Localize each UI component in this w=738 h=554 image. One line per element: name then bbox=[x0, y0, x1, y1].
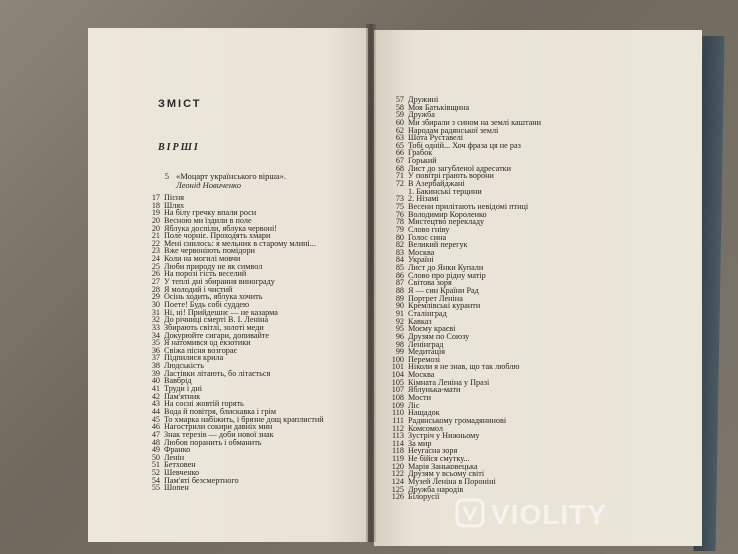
toc-page-number: 50 bbox=[151, 452, 160, 462]
toc-entry-title: Ми збирали з сином на землі каштани bbox=[408, 117, 542, 127]
toc-entry-title: Весени прилітають невідомі птиці bbox=[408, 201, 529, 211]
toc-entry-title: Портрет Леніна bbox=[408, 293, 463, 303]
toc-page-number: 112 bbox=[392, 423, 404, 433]
toc-page-number: 100 bbox=[391, 354, 404, 364]
toc-entry-title: Не бійся смутку... bbox=[408, 454, 470, 464]
toc-entry-title: Мости bbox=[408, 392, 431, 402]
toc-entry-title: Друзям у всьому світі bbox=[408, 469, 485, 479]
toc-entry-title: В Азербайджані bbox=[408, 179, 465, 189]
toc-page-number: 107 bbox=[391, 385, 404, 395]
toc-page-number: 18 bbox=[151, 200, 160, 210]
toc-page-number: 125 bbox=[391, 484, 404, 494]
toc-page-number: 23 bbox=[151, 246, 160, 256]
toc-entry-title: Слово гніву bbox=[408, 224, 450, 234]
toc-entry-title: Моя Батьківщина bbox=[408, 102, 470, 112]
toc-page-number: 66 bbox=[395, 148, 404, 158]
toc-page-number: 27 bbox=[151, 277, 160, 287]
intro-page-number: 5 bbox=[164, 171, 169, 181]
toc-page-number: 75 bbox=[395, 201, 404, 211]
toc-page-number: 55 bbox=[151, 483, 160, 493]
toc-entry-title: Шота Руставелі bbox=[408, 133, 464, 143]
toc-entry-title: Кавказ bbox=[408, 316, 432, 326]
toc-page-number: 51 bbox=[151, 460, 160, 470]
toc-page-number: 31 bbox=[151, 307, 160, 317]
toc-entry-title: Шопен bbox=[164, 483, 189, 493]
toc-entry-title: Тобі одній... Хоч фраза ця не раз bbox=[408, 140, 521, 150]
toc-page-number: 48 bbox=[151, 437, 160, 447]
toc-entry-title: Весною ми їздили в поле bbox=[164, 215, 252, 225]
toc-entry-title: Москва bbox=[408, 370, 435, 380]
toc-entry-title: Медитація bbox=[408, 347, 445, 357]
toc-page-number: 52 bbox=[151, 468, 160, 478]
toc-page-number: 84 bbox=[395, 255, 404, 265]
toc-page-number: 39 bbox=[151, 368, 160, 378]
toc-entry-title: Моєму краєві bbox=[408, 324, 456, 334]
right-toc-list bbox=[390, 96, 630, 501]
toc-page-number: 88 bbox=[395, 286, 404, 296]
toc-entry-title: Любов поранить і обманить bbox=[164, 437, 262, 447]
section-title: ВІРШІ bbox=[158, 142, 200, 153]
toc-page-number: 44 bbox=[151, 406, 160, 416]
toc-entry-title: Ленін bbox=[164, 452, 185, 462]
toc-page-number: 40 bbox=[151, 376, 160, 386]
toc-page-number: 109 bbox=[391, 400, 404, 410]
toc-page-number: 33 bbox=[151, 322, 160, 332]
watermark bbox=[455, 498, 607, 535]
toc-page-number: 80 bbox=[395, 232, 404, 242]
toc-entry-title: Білорусії bbox=[408, 492, 440, 502]
toc-entry-title: Володимир Короленко bbox=[408, 209, 487, 219]
toc-page-number: 35 bbox=[151, 338, 160, 348]
toc-page-number: 78 bbox=[395, 217, 404, 227]
toc-entry-title: Шлях bbox=[164, 200, 185, 210]
toc-entry-title: Дружба народів bbox=[408, 484, 464, 494]
toc-entry-title: Шевченко bbox=[164, 468, 200, 478]
toc-page-number: 57 bbox=[395, 95, 404, 104]
toc-entry-title: Мені снилось: я мельник в старому млині... bbox=[164, 238, 316, 248]
toc-page-number: 63 bbox=[395, 133, 404, 143]
toc-entry-title: Музей Леніна в Пороніні bbox=[408, 477, 496, 487]
toc-entry-title: Друзям по Союзу bbox=[408, 331, 470, 341]
toc-page-number: 96 bbox=[395, 331, 404, 341]
toc-entry-title: Вода й повітря, блискавка і грім bbox=[164, 406, 277, 416]
toc-entry-title: На порозі гість веселий bbox=[164, 269, 247, 279]
toc-entry-title: Лист до загубленої адресатки bbox=[408, 163, 512, 173]
toc-entry-title: Яблука доспіли, яблука червоні! bbox=[164, 223, 278, 233]
toc-page-number: 32 bbox=[151, 315, 160, 325]
toc-page-number: 101 bbox=[391, 362, 404, 372]
toc-entry-title: Бетховен bbox=[164, 460, 196, 470]
toc-page-number: 42 bbox=[151, 391, 160, 401]
toc-entry-title: Світова зоря bbox=[408, 278, 452, 288]
toc-entry-title: Пам'ятник bbox=[164, 391, 201, 401]
toc-entry-title: То хмарка набіжить, і брязне дощ краплистий bbox=[164, 414, 324, 424]
right-page bbox=[374, 30, 702, 546]
toc-entry-title: Ліс bbox=[408, 400, 420, 410]
toc-entry-title: Зустріч у Нижньому bbox=[408, 431, 480, 441]
toc-entry-title: Москва bbox=[408, 247, 435, 257]
toc-entry-title: Комсомол bbox=[408, 423, 443, 433]
toc-entry-title: Перемозі bbox=[408, 354, 441, 364]
toc-entry-title: Лист до Янки Купали bbox=[408, 263, 484, 273]
toc-entry-title: Люби природу не як символ bbox=[164, 261, 263, 271]
toc-page-number: 83 bbox=[395, 247, 404, 257]
toc-entry-title: Підпилися крила bbox=[164, 353, 224, 363]
toc-page-number: 79 bbox=[395, 224, 404, 234]
toc-page-number: 72 bbox=[395, 179, 404, 189]
toc-entry-title: За мир bbox=[408, 438, 432, 448]
toc-entry-title: У теплі дні збирання винограду bbox=[164, 277, 275, 287]
toc-page-number: 41 bbox=[151, 384, 160, 394]
toc-page-number: 43 bbox=[151, 399, 160, 409]
toc-page-number: 114 bbox=[392, 438, 404, 448]
toc-entry-title: Марія Заньковецька bbox=[408, 461, 478, 471]
toc-page-number: 108 bbox=[391, 392, 404, 402]
toc-entry-title: Пам'яті безсмертного bbox=[164, 475, 239, 485]
toc-entry-title: Кімната Леніна у Празі bbox=[408, 377, 490, 387]
toc-page-number: 62 bbox=[395, 125, 404, 135]
toc-entry-title: Нащадок bbox=[408, 408, 440, 418]
toc-entry-title: Ні, ні! Прийдешнє — не казарма bbox=[164, 307, 278, 317]
toc-page-number: 49 bbox=[151, 445, 160, 455]
toc-page-number: 89 bbox=[395, 293, 404, 303]
toc-entry-title: Неугасна зоря bbox=[408, 446, 458, 456]
toc-entry bbox=[146, 484, 361, 492]
book-gutter bbox=[366, 24, 376, 542]
toc-page-number: 45 bbox=[151, 414, 160, 424]
toc-page-number: 21 bbox=[151, 231, 160, 241]
toc-page-number: 17 bbox=[151, 193, 160, 202]
toc-page-number: 29 bbox=[151, 292, 160, 302]
toc-entry-title: 1. Бакинські терцини bbox=[408, 186, 482, 196]
toc-page-number: 99 bbox=[395, 347, 404, 357]
toc-entry-title: Вавбрід bbox=[164, 376, 192, 386]
toc-page-number: 46 bbox=[151, 422, 160, 432]
toc-page-number: 104 bbox=[391, 370, 404, 380]
toc-page-number: 76 bbox=[395, 209, 404, 219]
toc-entry-title: Осінь ходить, яблука хочить bbox=[164, 292, 263, 302]
toc-page-number: 60 bbox=[395, 117, 404, 127]
toc-page-number: 105 bbox=[391, 377, 404, 387]
toc-page-number: 26 bbox=[151, 269, 160, 279]
intro-author: Леонід Новиченко bbox=[176, 180, 241, 190]
toc-entry-title: Дружині bbox=[408, 95, 439, 104]
toc-entry-title: Докурюйте сигари, допивайте bbox=[164, 330, 270, 340]
toc-page-number: 24 bbox=[151, 254, 160, 264]
toc-page-number: 19 bbox=[151, 208, 160, 218]
toc-page-number: 126 bbox=[391, 492, 404, 502]
toc-entry-title: Ніколи я не знав, що так люблю bbox=[408, 362, 520, 372]
toc-entry-title: Горький bbox=[408, 156, 437, 166]
toc-page-number: 36 bbox=[151, 345, 160, 355]
toc-page-number: 82 bbox=[395, 240, 404, 250]
toc-page-number: 20 bbox=[151, 215, 160, 225]
toc-entry-title: Ленінград bbox=[408, 339, 444, 349]
toc-entry-title: На сосні жовтій горять bbox=[164, 399, 244, 409]
toc-page-number: 28 bbox=[151, 284, 160, 294]
left-toc-list bbox=[146, 194, 361, 492]
toc-entry-title: На білу гречку впали роси bbox=[164, 208, 257, 218]
toc-entry-title: Нагострили сокири давніх мин bbox=[164, 422, 273, 432]
toc-entry-title: Пісня bbox=[164, 193, 184, 202]
toc-page-number: 68 bbox=[395, 163, 404, 173]
toc-page-number: 47 bbox=[151, 429, 160, 439]
left-page bbox=[88, 28, 368, 542]
toc-entry-title: Збирають світлі, золоті меди bbox=[164, 322, 264, 332]
toc-entry-title: Грабок bbox=[408, 148, 433, 158]
toc-entry-title: Вже червоніють помідори bbox=[164, 246, 255, 256]
toc-page-number: 38 bbox=[151, 361, 160, 371]
toc-entry-title: У повітрі грають ворони bbox=[408, 171, 494, 181]
toc-entry bbox=[390, 394, 630, 402]
toc-title: ЗМІСТ bbox=[158, 98, 202, 110]
toc-entry-title: Знак терезів — доби нової знак bbox=[164, 429, 274, 439]
toc-entry-title: Мистецтво перекладу bbox=[408, 217, 485, 227]
toc-page-number: 37 bbox=[151, 353, 160, 363]
toc-entry-title: Коли на могилі мовчи bbox=[164, 254, 241, 264]
toc-page-number: 67 bbox=[395, 156, 404, 166]
toc-page-number: 20 bbox=[151, 223, 160, 233]
toc-entry-title: Яблунька-мати bbox=[408, 385, 461, 395]
toc-entry-title: Поете! Будь собі суддею bbox=[164, 299, 250, 309]
toc-page-number: 119 bbox=[392, 454, 404, 464]
toc-page-number: 87 bbox=[395, 278, 404, 288]
toc-page-number: 85 bbox=[395, 263, 404, 273]
toc-page-number: 34 bbox=[151, 330, 160, 340]
toc-entry-title: Франко bbox=[164, 445, 191, 455]
intro-title: «Моцарт українського вірша». bbox=[176, 171, 287, 181]
toc-entry-title: Труди і дні bbox=[164, 384, 202, 394]
toc-entry-title: Поле чорніє. Проходять хмари bbox=[164, 231, 271, 241]
toc-page-number: 54 bbox=[151, 475, 160, 485]
violity-logo-icon bbox=[455, 498, 485, 535]
toc-page-number: 58 bbox=[395, 102, 404, 112]
toc-page-number: 110 bbox=[392, 408, 404, 418]
toc-entry-title: Людськість bbox=[164, 361, 204, 371]
toc-entry-title: Я натомився од екзотики bbox=[164, 338, 251, 348]
toc-page-number: 92 bbox=[395, 316, 404, 326]
toc-page-number: 91 bbox=[395, 308, 404, 318]
toc-entry-title: Радянському громадянинові bbox=[408, 415, 507, 425]
toc-page-number: 30 bbox=[151, 299, 160, 309]
toc-entry-title: Я молодий і чистий bbox=[164, 284, 233, 294]
toc-page-number: 90 bbox=[395, 301, 404, 311]
toc-entry-title: Кремлівські куранти bbox=[408, 301, 481, 311]
toc-entry-title: Великий перегук bbox=[408, 240, 468, 250]
toc-page-number: 86 bbox=[395, 270, 404, 280]
toc-entry-title: Свіжа пісня возгорає bbox=[164, 345, 238, 355]
toc-page-number: 111 bbox=[392, 415, 404, 425]
toc-page-number: 65 bbox=[395, 140, 404, 150]
toc-entry-title: Дружба bbox=[408, 110, 435, 120]
toc-entry-title: Слово про рідну матір bbox=[408, 270, 486, 280]
toc-page-number: 73 bbox=[395, 194, 404, 204]
toc-page-number: 22 bbox=[151, 238, 160, 248]
toc-page-number: 59 bbox=[395, 110, 404, 120]
toc-page-number: 122 bbox=[391, 469, 404, 479]
toc-entry-title: Голос сина bbox=[408, 232, 447, 242]
toc-page-number: 124 bbox=[391, 477, 404, 487]
toc-entry-title: Ластівки літають, бо літається bbox=[164, 368, 271, 378]
toc-entry-title: До річниці смерті В. І. Леніна bbox=[164, 315, 269, 325]
toc-entry-title: Народам радянської землі bbox=[408, 125, 499, 135]
toc-entry-title: 2. Нізамі bbox=[408, 194, 439, 204]
toc-page-number: 113 bbox=[392, 431, 404, 441]
toc-page-number: 98 bbox=[395, 339, 404, 349]
toc-entry-title: Україні bbox=[408, 255, 434, 265]
toc-page-number: 118 bbox=[392, 446, 404, 456]
toc-page-number: 25 bbox=[151, 261, 160, 271]
toc-page-number: 71 bbox=[395, 171, 404, 181]
watermark-text: VIOLITY bbox=[491, 498, 607, 530]
toc-entry-title: Я — син Країни Рад bbox=[408, 286, 479, 296]
toc-page-number: 95 bbox=[395, 324, 404, 334]
toc-page-number: 120 bbox=[391, 461, 404, 471]
toc-entry-title: Сталінград bbox=[408, 308, 447, 318]
